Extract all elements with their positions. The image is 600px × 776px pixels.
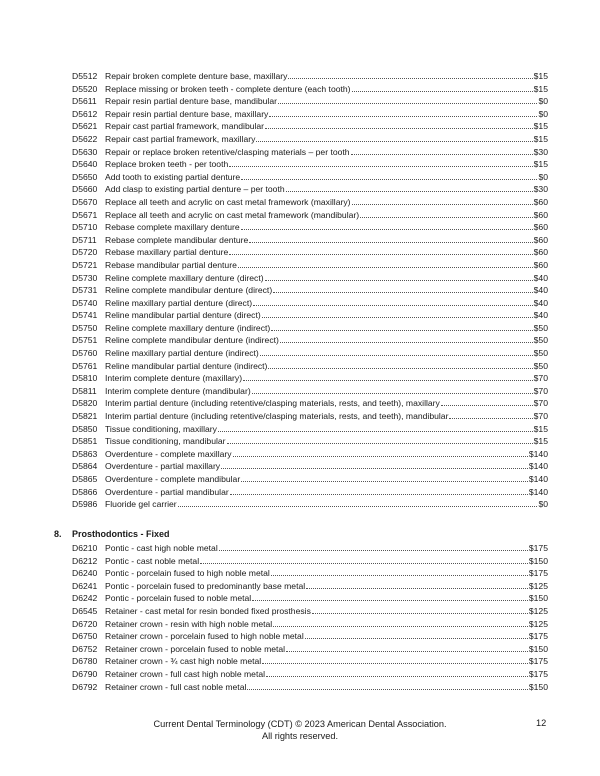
procedure-code: D5851 xyxy=(72,436,98,447)
procedure-price: $175 xyxy=(528,656,548,667)
procedure-price: $15 xyxy=(533,121,548,132)
procedure-code: D5731 xyxy=(72,285,98,296)
procedure-price: $150 xyxy=(528,593,548,604)
dot-leader xyxy=(271,567,528,576)
dot-leader xyxy=(249,234,532,243)
procedure-price: $70 xyxy=(533,385,548,396)
procedure-code: D5512 xyxy=(72,71,98,81)
procedure-row xyxy=(72,435,548,448)
dot-leader xyxy=(218,423,533,432)
procedure-code: D5820 xyxy=(72,398,98,409)
procedure-code: D5866 xyxy=(72,486,98,497)
procedure-price: $40 xyxy=(533,297,548,308)
dot-leader xyxy=(241,221,533,230)
procedure-price: $50 xyxy=(533,360,548,371)
procedure-description: Interim partial denture (including retentive/clasping materials, rests, and teeth), maxillary xyxy=(105,398,440,409)
dot-leader xyxy=(273,284,532,293)
procedure-row xyxy=(72,120,548,133)
procedure-price: $70 xyxy=(533,398,548,409)
procedure-price: $125 xyxy=(528,580,548,591)
procedure-code: D5612 xyxy=(72,108,98,119)
procedure-row xyxy=(72,397,548,410)
procedure-description: Retainer - cast metal for resin bonded fixed prosthesis xyxy=(105,605,311,616)
procedure-price: $175 xyxy=(528,543,548,553)
page-footer xyxy=(0,718,600,742)
procedure-description: Repair broken complete denture base, maxillary xyxy=(105,71,288,81)
dot-leader xyxy=(449,410,532,419)
procedure-code: D5720 xyxy=(72,247,98,258)
procedure-code: D6545 xyxy=(72,605,98,616)
procedure-code: D6790 xyxy=(72,668,98,679)
procedure-description: Reline mandibular partial denture (indirect) xyxy=(105,360,268,371)
procedure-price: $0 xyxy=(538,96,548,107)
procedure-row xyxy=(72,473,548,486)
procedure-code: D5751 xyxy=(72,335,98,346)
procedure-code: D6210 xyxy=(72,543,98,553)
dot-leader xyxy=(286,183,533,192)
procedure-row xyxy=(72,209,548,222)
procedure-code: D6752 xyxy=(72,643,98,654)
page-number: 12 xyxy=(536,718,547,728)
procedure-code: D6780 xyxy=(72,656,98,667)
procedure-price: $40 xyxy=(533,272,548,283)
procedure-row xyxy=(72,630,548,643)
procedure-row xyxy=(72,272,548,285)
procedure-description: Fluoride gel carrier xyxy=(105,499,177,510)
procedure-row xyxy=(72,347,548,360)
procedure-description: Repair cast partial framework, maxillary xyxy=(105,133,256,144)
dot-leader xyxy=(241,473,528,482)
dot-leader xyxy=(352,196,533,205)
procedure-description: Add tooth to existing partial denture xyxy=(105,171,241,182)
procedure-code: D5863 xyxy=(72,448,98,459)
procedure-price: $140 xyxy=(528,474,548,484)
procedure-code: D5850 xyxy=(72,423,98,434)
dot-leader xyxy=(243,372,533,381)
dot-leader xyxy=(260,347,533,356)
procedure-list-prosthodontics-removable xyxy=(72,70,548,511)
procedure-price: $140 xyxy=(528,486,548,497)
procedure-row xyxy=(72,410,548,423)
procedure-description: Rebase complete mandibular denture xyxy=(105,234,249,245)
dot-leader xyxy=(238,259,533,268)
procedure-price: $175 xyxy=(528,568,548,579)
procedure-code: D5630 xyxy=(72,146,98,157)
procedure-row xyxy=(72,83,548,96)
procedure-description: Rebase maxillary partial denture xyxy=(105,247,229,258)
procedure-price: $70 xyxy=(533,373,548,384)
procedure-row xyxy=(72,567,548,580)
dot-leader xyxy=(178,498,538,507)
procedure-description: Retainer crown - porcelain fused to noble metal xyxy=(105,643,286,654)
procedure-description: Reline complete maxillary denture (direct) xyxy=(105,272,264,283)
procedure-row xyxy=(72,643,548,656)
procedure-description: Interim complete denture (mandibular) xyxy=(105,385,251,396)
procedure-code: D5750 xyxy=(72,322,98,333)
procedure-price: $125 xyxy=(528,618,548,629)
procedure-row xyxy=(72,618,548,631)
procedure-code: D5621 xyxy=(72,121,98,132)
procedure-row xyxy=(72,70,548,83)
dot-leader xyxy=(288,70,532,79)
procedure-price: $40 xyxy=(533,285,548,296)
procedure-row xyxy=(72,133,548,146)
procedure-row xyxy=(72,555,548,568)
procedure-code: D5710 xyxy=(72,222,98,233)
procedure-code: D5864 xyxy=(72,461,98,472)
procedure-row xyxy=(72,605,548,618)
procedure-price: $40 xyxy=(533,310,548,321)
procedure-description: Replace missing or broken teeth - complete denture (each tooth) xyxy=(105,83,351,94)
procedure-code: D5640 xyxy=(72,159,98,170)
procedure-row xyxy=(72,668,548,681)
dot-leader xyxy=(229,246,532,255)
procedure-price: $30 xyxy=(533,184,548,195)
dot-leader xyxy=(247,681,527,690)
dot-leader xyxy=(265,272,533,281)
procedure-description: Overdenture - partial maxillary xyxy=(105,461,221,472)
procedure-code: D6750 xyxy=(72,631,98,642)
dot-leader xyxy=(271,322,532,331)
procedure-description: Reline mandibular partial denture (direct) xyxy=(105,310,261,321)
dot-leader xyxy=(360,209,533,218)
procedure-price: $50 xyxy=(533,348,548,359)
dot-leader xyxy=(278,95,537,104)
procedure-price: $15 xyxy=(533,423,548,434)
procedure-description: Replace all teeth and acrylic on cast metal framework (maxillary) xyxy=(105,196,351,207)
procedure-row xyxy=(72,309,548,322)
dot-leader xyxy=(253,297,533,306)
section-number: 8. xyxy=(54,529,62,539)
procedure-description: Pontic - porcelain fused to high noble metal xyxy=(105,568,270,579)
procedure-description: Add clasp to existing partial denture – per tooth xyxy=(105,184,285,195)
procedure-description: Replace broken teeth - per tooth xyxy=(105,159,229,170)
procedure-code: D5865 xyxy=(72,474,98,484)
procedure-row xyxy=(72,234,548,247)
procedure-price: $60 xyxy=(533,247,548,258)
procedure-code: D5611 xyxy=(72,96,97,107)
procedure-price: $15 xyxy=(533,71,548,81)
procedure-description: Retainer crown - full cast noble metal xyxy=(105,681,247,692)
procedure-code: D5650 xyxy=(72,171,98,182)
procedure-description: Retainer crown - resin with high noble metal xyxy=(105,618,273,629)
procedure-code: D6720 xyxy=(72,618,98,629)
procedure-price: $175 xyxy=(528,631,548,642)
procedure-price: $140 xyxy=(528,448,548,459)
procedure-code: D5741 xyxy=(72,310,98,321)
procedure-row xyxy=(72,183,548,196)
procedure-price: $175 xyxy=(528,668,548,679)
procedure-code: D6212 xyxy=(72,555,98,566)
procedure-price: $30 xyxy=(533,146,548,157)
procedure-code: D5986 xyxy=(72,499,98,510)
procedure-row xyxy=(72,108,548,121)
procedure-price: $150 xyxy=(528,681,548,692)
procedure-code: D5520 xyxy=(72,83,98,94)
procedure-description: Repair resin partial denture base, mandibular xyxy=(105,96,277,107)
procedure-description: Interim complete denture (maxillary) xyxy=(105,373,243,384)
procedure-description: Tissue conditioning, mandibular xyxy=(105,436,226,447)
dot-leader xyxy=(280,334,533,343)
procedure-row xyxy=(72,681,548,694)
procedure-code: D6792 xyxy=(72,681,98,692)
procedure-row xyxy=(72,460,548,473)
dot-leader xyxy=(262,655,528,664)
procedure-code: D5740 xyxy=(72,297,98,308)
procedure-description: Reline complete maxillary denture (indirect) xyxy=(105,322,271,333)
procedure-row xyxy=(72,385,548,398)
procedure-description: Overdenture - complete mandibular xyxy=(105,474,241,484)
procedure-code: D5721 xyxy=(72,259,98,270)
dot-leader xyxy=(351,146,533,155)
dot-leader xyxy=(200,555,528,564)
procedure-description: Reline maxillary partial denture (direct) xyxy=(105,297,253,308)
procedure-code: D6241 xyxy=(72,580,98,591)
procedure-price: $15 xyxy=(533,159,548,170)
procedure-row xyxy=(72,171,548,184)
dot-leader xyxy=(265,120,533,129)
dot-leader xyxy=(273,618,528,627)
dot-leader xyxy=(252,592,528,601)
procedure-row xyxy=(72,448,548,461)
procedure-code: D5821 xyxy=(72,411,98,422)
procedure-description: Pontic - porcelain fused to predominantly base metal xyxy=(105,580,306,591)
procedure-description: Pontic - cast high noble metal xyxy=(105,543,218,553)
dot-leader xyxy=(230,486,528,495)
procedure-row xyxy=(72,95,548,108)
dot-leader xyxy=(306,580,528,589)
procedure-code: D5711 xyxy=(72,234,97,245)
procedure-row xyxy=(72,158,548,171)
dot-leader xyxy=(266,668,528,677)
procedure-code: D6242 xyxy=(72,593,98,604)
procedure-description: Replace all teeth and acrylic on cast metal framework (mandibular) xyxy=(105,209,360,220)
dot-leader xyxy=(229,158,532,167)
procedure-description: Repair cast partial framework, mandibular xyxy=(105,121,265,132)
procedure-row xyxy=(72,360,548,373)
procedure-description: Retainer crown - ¾ cast high noble metal xyxy=(105,656,262,667)
procedure-price: $140 xyxy=(528,461,548,472)
procedure-code: D5660 xyxy=(72,184,98,195)
procedure-code: D5730 xyxy=(72,272,98,283)
procedure-code: D6240 xyxy=(72,568,98,579)
procedure-price: $70 xyxy=(533,411,548,422)
procedure-price: $60 xyxy=(533,234,548,245)
dot-leader xyxy=(221,460,528,469)
procedure-list-prosthodontics-fixed xyxy=(72,542,548,693)
procedure-price: $60 xyxy=(533,259,548,270)
procedure-row xyxy=(72,259,548,272)
procedure-price: $125 xyxy=(528,605,548,616)
procedure-description: Interim partial denture (including retentive/clasping materials, rests, and teeth), mandibular xyxy=(105,411,449,422)
procedure-row xyxy=(72,196,548,209)
section-title: Prosthodontics - Fixed xyxy=(72,529,170,539)
procedure-row xyxy=(72,334,548,347)
procedure-description: Retainer crown - full cast high noble metal xyxy=(105,668,266,679)
dot-leader xyxy=(269,108,537,117)
procedure-code: D5670 xyxy=(72,196,98,207)
procedure-description: Repair resin partial denture base, maxillary xyxy=(105,108,269,119)
procedure-description: Reline complete mandibular denture (indirect) xyxy=(105,335,279,346)
procedure-price: $60 xyxy=(533,209,548,220)
procedure-row xyxy=(72,146,548,159)
procedure-price: $60 xyxy=(533,196,548,207)
procedure-description: Tissue conditioning, maxillary xyxy=(105,423,217,434)
procedure-row xyxy=(72,221,548,234)
dot-leader xyxy=(441,397,533,406)
procedure-price: $15 xyxy=(533,133,548,144)
procedure-price: $15 xyxy=(533,83,548,94)
dot-leader xyxy=(256,133,532,142)
procedure-row xyxy=(72,372,548,385)
procedure-description: Reline complete mandibular denture (direct) xyxy=(105,285,273,296)
procedure-row xyxy=(72,542,548,555)
procedure-row xyxy=(72,423,548,436)
dot-leader xyxy=(219,542,528,551)
procedure-row xyxy=(72,592,548,605)
dot-leader xyxy=(227,435,533,444)
procedure-row xyxy=(72,580,548,593)
dot-leader xyxy=(352,83,533,92)
procedure-row xyxy=(72,284,548,297)
procedure-price: $15 xyxy=(533,436,548,447)
procedure-code: D5760 xyxy=(72,348,98,359)
procedure-price: $50 xyxy=(533,322,548,333)
procedure-description: Pontic - cast noble metal xyxy=(105,555,200,566)
procedure-price: $150 xyxy=(528,555,548,566)
procedure-price: $60 xyxy=(533,222,548,233)
procedure-price: $0 xyxy=(538,499,548,510)
dot-leader xyxy=(286,643,528,652)
procedure-code: D5761 xyxy=(72,360,98,371)
procedure-price: $150 xyxy=(528,643,548,654)
procedure-code: D5810 xyxy=(72,373,98,384)
procedure-row xyxy=(72,246,548,259)
procedure-description: Overdenture - complete maxillary xyxy=(105,448,232,459)
procedure-row xyxy=(72,498,548,511)
procedure-row xyxy=(72,297,548,310)
section-heading xyxy=(54,529,170,539)
procedure-description: Repair or replace broken retentive/clasping materials – per tooth xyxy=(105,146,350,157)
dot-leader xyxy=(262,309,533,318)
procedure-description: Rebase mandibular partial denture xyxy=(105,259,237,270)
procedure-description: Overdenture - partial mandibular xyxy=(105,486,229,497)
copyright-line: Current Dental Terminology (CDT) © 2023 American Dental Association. xyxy=(153,719,447,729)
dot-leader xyxy=(252,385,533,394)
procedure-description: Pontic - porcelain fused to noble metal xyxy=(105,593,252,604)
procedure-price: $50 xyxy=(533,335,548,346)
procedure-row xyxy=(72,322,548,335)
procedure-description: Reline maxillary partial denture (indirect) xyxy=(105,348,259,359)
dot-leader xyxy=(241,171,537,180)
procedure-description: Rebase complete maxillary denture xyxy=(105,222,240,233)
procedure-row xyxy=(72,655,548,668)
dot-leader xyxy=(233,448,528,457)
dot-leader xyxy=(268,360,532,369)
procedure-code: D5622 xyxy=(72,133,98,144)
procedure-description: Retainer crown - porcelain fused to high noble metal xyxy=(105,631,304,642)
procedure-price: $0 xyxy=(538,108,548,119)
procedure-price: $0 xyxy=(538,171,548,182)
dot-leader xyxy=(305,630,528,639)
procedure-code: D5811 xyxy=(72,385,97,396)
rights-line: All rights reserved. xyxy=(261,731,339,741)
procedure-row xyxy=(72,486,548,499)
procedure-code: D5671 xyxy=(72,209,98,220)
dot-leader xyxy=(312,605,528,614)
